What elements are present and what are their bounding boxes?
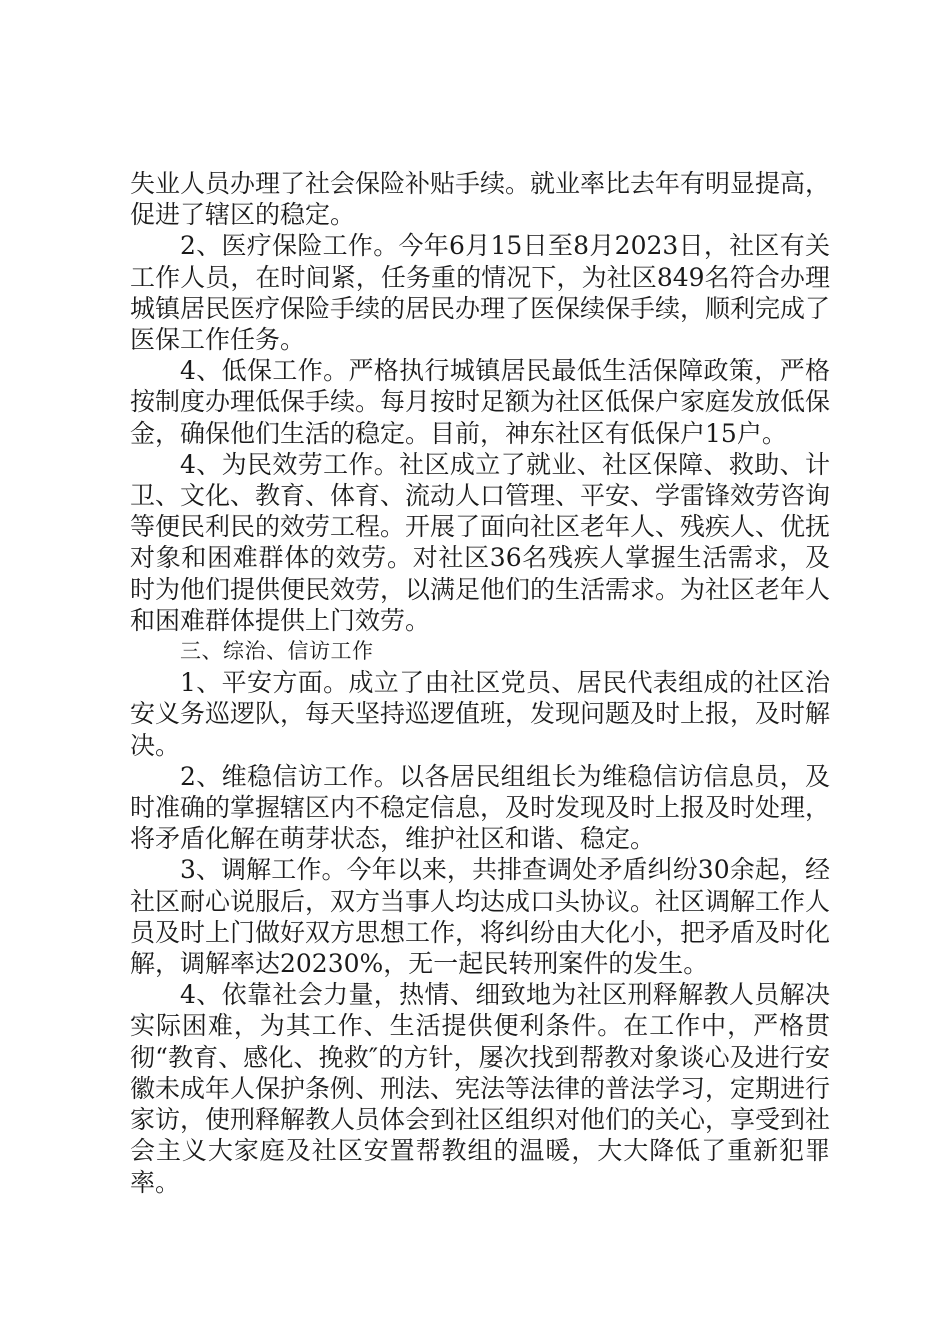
paragraph-safety: 1、平安方面。成立了由社区党员、居民代表组成的社区治安义务巡逻队，每天坚持巡逻值班，发现问题及时上报，及时解决。	[130, 668, 831, 760]
document-body	[130, 168, 830, 1198]
paragraph-medical-insurance: 2、医疗保险工作。今年6月15日至8月2023日，社区有关工作人员，在时间紧，任务重的情况下，为社区849名符合办理城镇居民医疗保险手续的居民办理了医保续保手续，顺利完成了医保工作任务。	[130, 231, 831, 355]
paragraph-stability-petition: 2、维稳信访工作。以各居民组组长为维稳信访信息员，及时准确的掌握辖区内不稳定信息，及时发现及时上报及时处理，将矛盾化解在萌芽状态，维护社区和谐、稳定。	[130, 761, 831, 854]
paragraph-public-service: 4、为民效劳工作。社区成立了就业、社区保障、救助、计卫、文化、教育、体育、流动人口管理、平安、学雷锋效劳咨询等便民利民的效劳工程。开展了面向社区老年人、残疾人、优抚对象和困难群体的效劳。对社区36名残疾人掌握生活需求，及时为他们提供便民效劳，以满足他们的生活需求。为社区老年人和困难群体提供上门效劳。	[130, 449, 831, 635]
paragraph-community-rehabilitation: 4、依靠社会力量，热情、细致地为社区刑释解教人员解决实际困难，为其工作、生活提供便利条件。在工作中，严格贯彻“教育、感化、挽救″的方针，屡次找到帮教对象谈心及进行安徽未成年人保护条例、刑法、宪法等法律的普法学习，定期进行家访，使刑释解教人员体会到社区组织对他们的关心，享受到社会主义大家庭及社区安置帮教组的温暖，大大降低了重新犯罪率。	[130, 980, 831, 1197]
section-heading-security-petition: 三、综治、信访工作	[180, 639, 374, 664]
paragraph-low-income-support: 4、低保工作。严格执行城镇居民最低生活保障政策，严格按制度办理低保手续。每月按时足额为社区低保户家庭发放低保金，确保他们生活的稳定。目前，神东社区有低保户15户。	[130, 356, 831, 448]
paragraph-mediation: 3、调解工作。今年以来，共排查调处矛盾纠纷30余起，经社区耐心说服后，双方当事人均达成口头协议。社区调解工作人员及时上门做好双方思想工作，将纠纷由大化小，把矛盾及时化解，调解率达20230%，无一起民转刑案件的发生。	[130, 855, 831, 979]
paragraph-continuation: 失业人员办理了社会保险补贴手续。就业率比去年有明显提高，促进了辖区的稳定。	[130, 169, 831, 230]
